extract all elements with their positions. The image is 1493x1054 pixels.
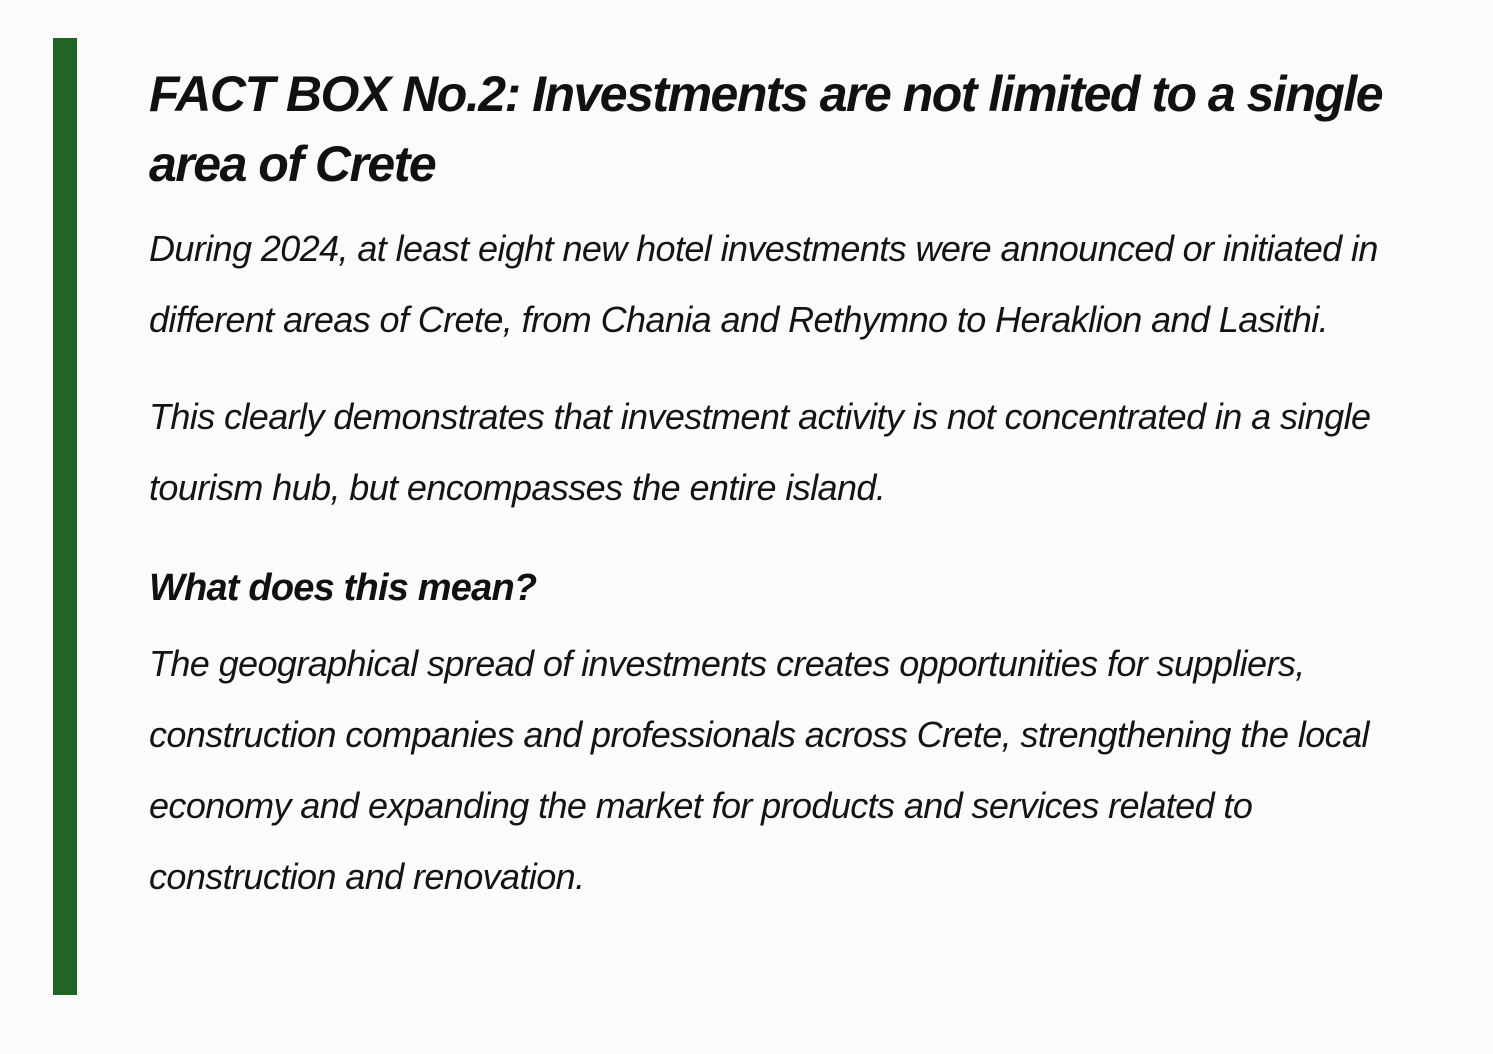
fact-box-conclusion: The geographical spread of investments creates opportunities for suppliers, construction companies and professionals across Crete, strengthening the local economy and expanding the market for products and services related to construction and renovation.: [149, 643, 1369, 897]
fact-box-content: [149, 38, 1383, 912]
fact-box-paragraph-announcements: During 2024, at least eight new hotel investments were announced or initiated in different areas of Crete, from Chania and Rethymno to Heraklion and Lasithi.: [149, 228, 1378, 340]
fact-box: [53, 38, 1383, 995]
fact-box-accent-bar: [53, 38, 77, 995]
fact-box-subheading: What does this mean?: [149, 567, 537, 609]
fact-box-paragraph-spread: This clearly demonstrates that investment activity is not concentrated in a single tourism hub, but encompasses the entire island.: [149, 396, 1371, 508]
fact-box-title: FACT BOX No.2: Investments are not limited to a single area of Crete: [149, 66, 1383, 192]
